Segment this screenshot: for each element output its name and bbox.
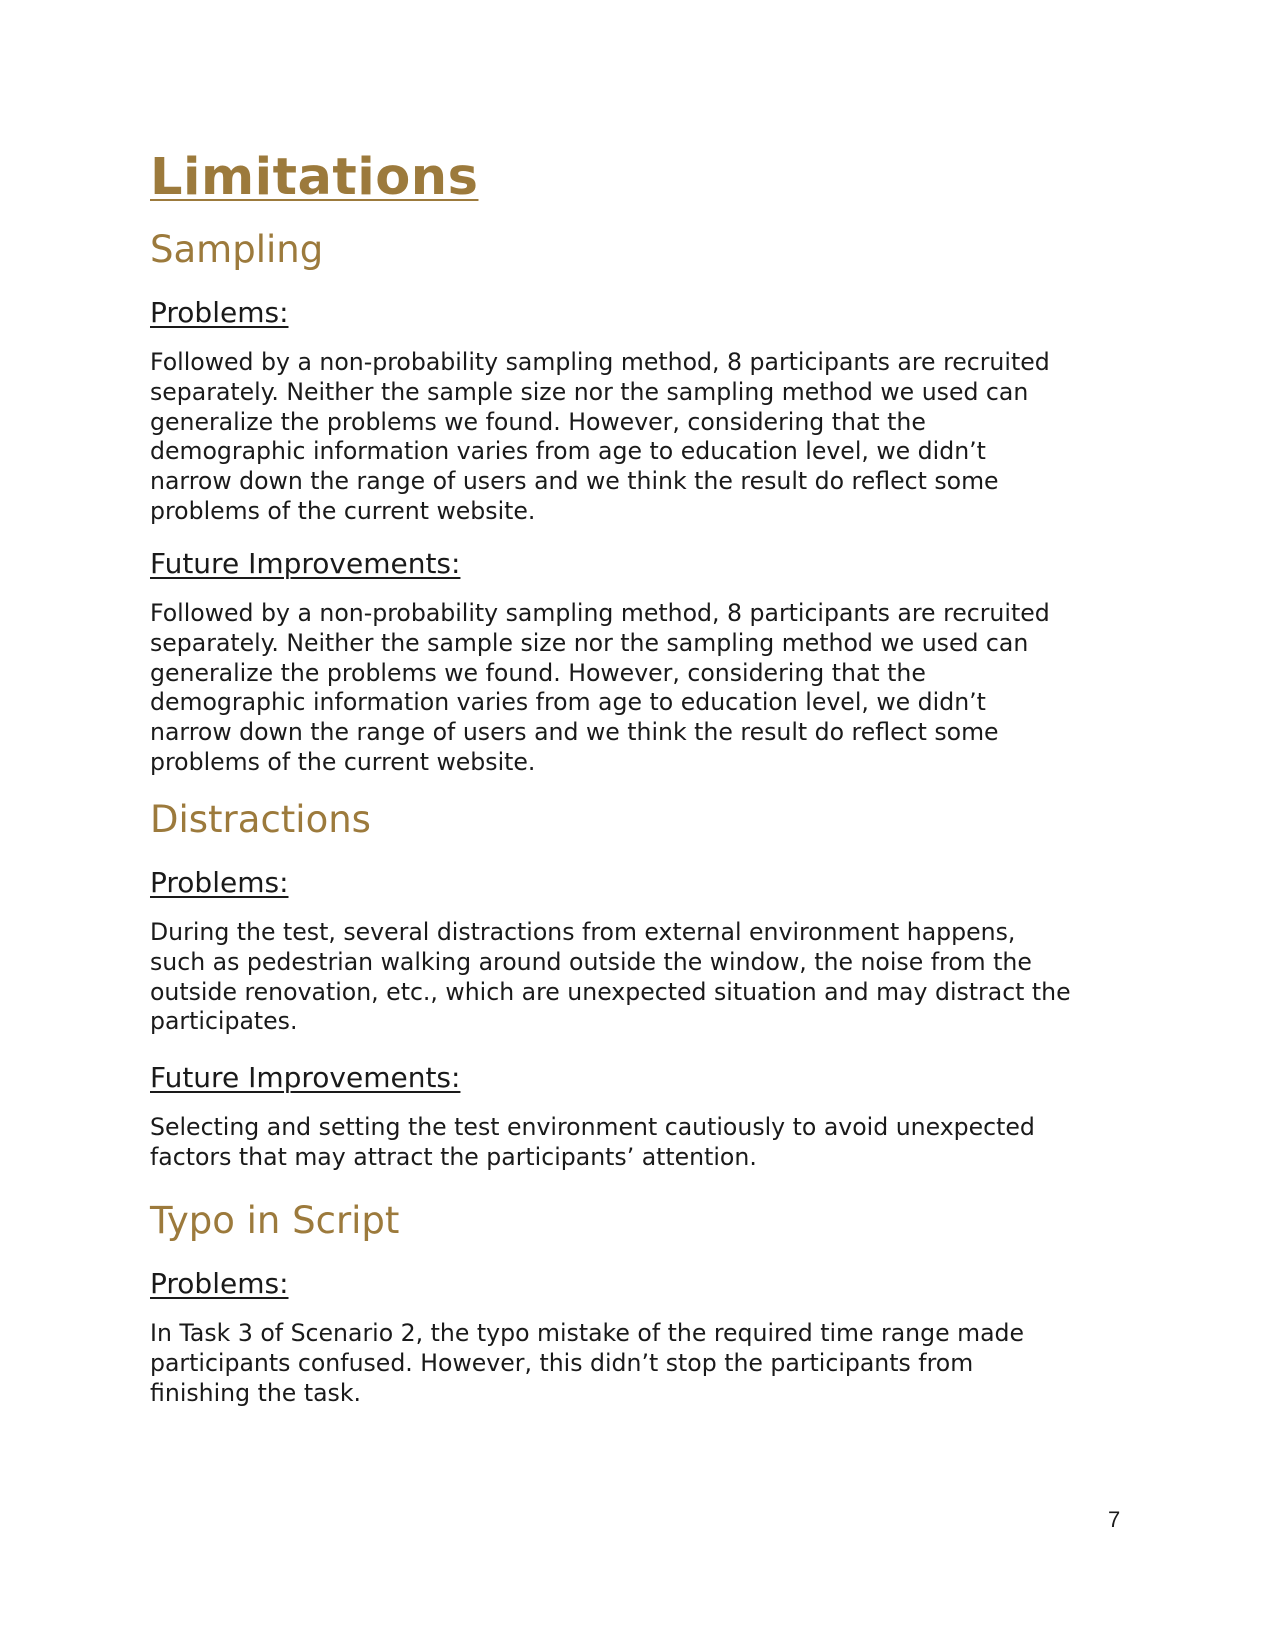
text-line: participates.: [150, 1007, 298, 1036]
sampling-improvements-text: [150, 599, 1130, 778]
text-line: During the test, several distractions from external environment happens,: [150, 918, 1016, 946]
section-heading-distractions: Distractions: [150, 798, 371, 841]
text-line: Followed by a non-probability sampling method, 8 participants are recruited: [150, 599, 1050, 627]
text-line: participants confused. However, this didn’t stop the participants from: [150, 1348, 974, 1377]
text-line: problems of the current website.: [150, 747, 536, 776]
typo-problems-text: [150, 1319, 1130, 1408]
page-title: Limitations: [150, 148, 479, 207]
text-line: demographic information varies from age to education level, we didn’t: [150, 437, 986, 466]
text-line: demographic information varies from age to education level, we didn’t: [150, 688, 986, 717]
distractions-problems-heading: Problems:: [150, 866, 289, 899]
text-line: In Task 3 of Scenario 2, the typo mistake of the required time range made: [150, 1319, 1025, 1347]
text-line: separately. Neither the sample size nor the sampling method we used can: [150, 377, 1029, 406]
text-line: finishing the task.: [150, 1378, 361, 1407]
section-heading-typo-in-script: Typo in Script: [150, 1199, 400, 1242]
distractions-improvements-text: [150, 1113, 1130, 1173]
sampling-problems-heading: Problems:: [150, 296, 289, 329]
text-line: generalize the problems we found. However, considering that the: [150, 658, 926, 687]
text-line: problems of the current website.: [150, 496, 536, 525]
text-line: separately. Neither the sample size nor the sampling method we used can: [150, 628, 1029, 657]
text-line: narrow down the range of users and we think the result do reflect some: [150, 467, 999, 496]
text-line: outside renovation, etc., which are unexpected situation and may distract the: [150, 977, 1071, 1006]
page-number: 7: [1108, 1507, 1121, 1532]
typo-problems-heading: Problems:: [150, 1267, 289, 1300]
distractions-improvements-heading: Future Improvements:: [150, 1061, 461, 1094]
text-line: Followed by a non-probability sampling method, 8 participants are recruited: [150, 348, 1050, 376]
text-line: such as pedestrian walking around outside the window, the noise from the: [150, 947, 1032, 976]
sampling-problems-text: [150, 348, 1130, 527]
text-line: narrow down the range of users and we think the result do reflect some: [150, 718, 999, 747]
sampling-improvements-heading: Future Improvements:: [150, 547, 461, 580]
section-heading-sampling: Sampling: [150, 228, 324, 271]
text-line: Selecting and setting the test environment cautiously to avoid unexpected: [150, 1113, 1035, 1141]
distractions-problems-text: [150, 918, 1130, 1037]
text-line: generalize the problems we found. However, considering that the: [150, 407, 926, 436]
text-line: factors that may attract the participants’ attention.: [150, 1142, 757, 1171]
